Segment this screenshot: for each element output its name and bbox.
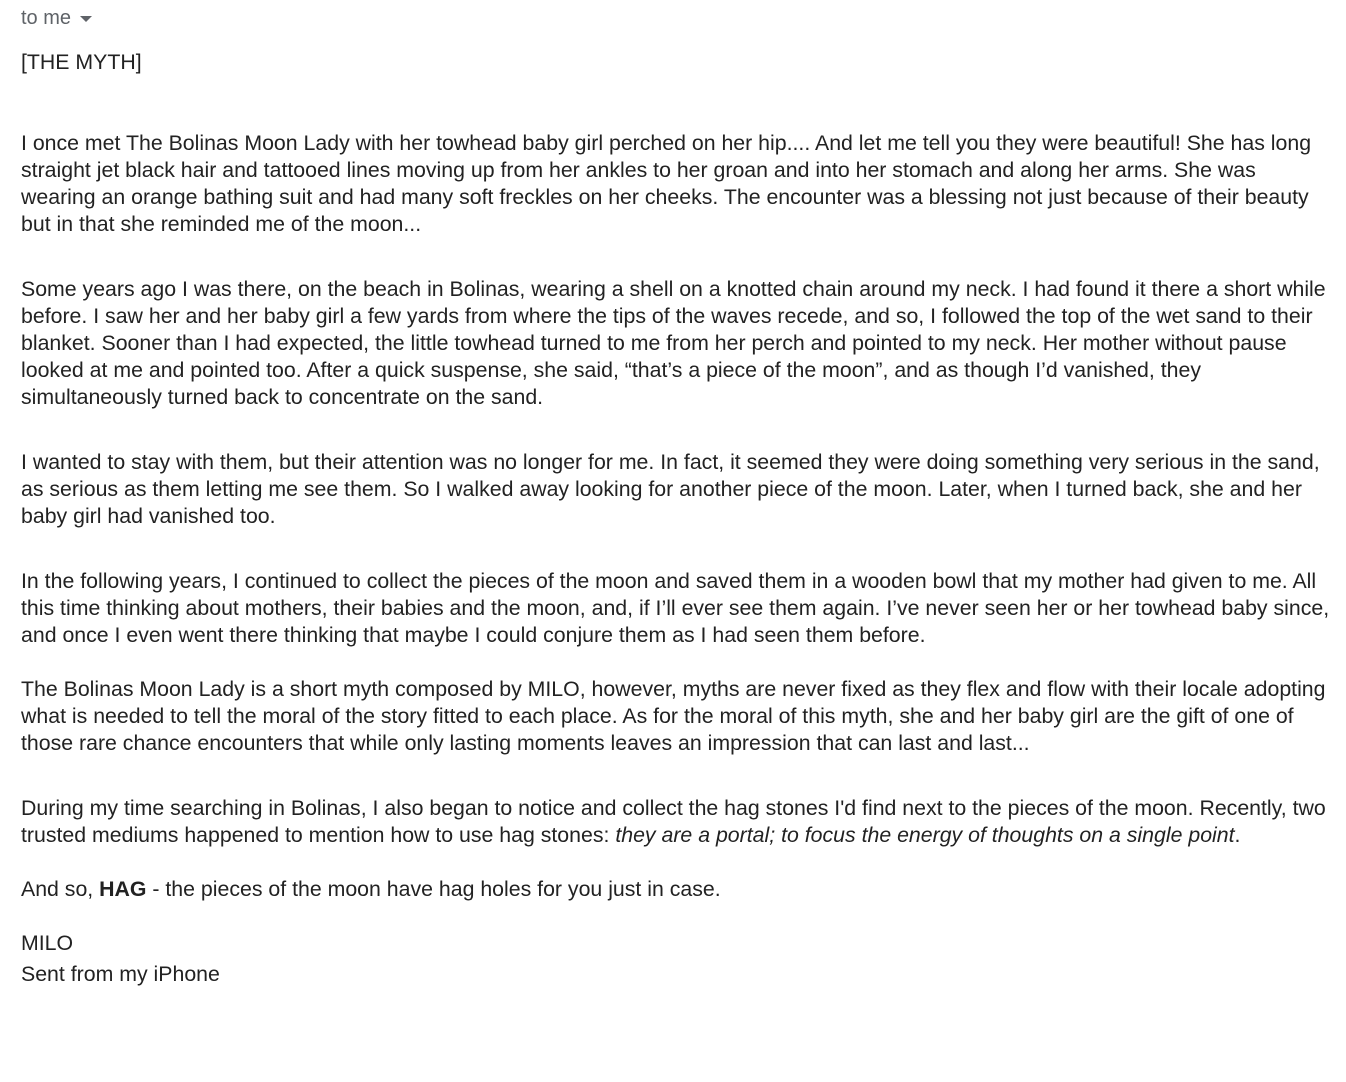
message-body <box>21 49 1331 988</box>
paragraph-3: I wanted to stay with them, but their attention was no longer for me. In fact, it seemed they were doing something very serious in the sand, as serious as them letting me see them. So I walked away looking for another piece of the moon. Later, when I turned back, she and her baby girl had vanished too. <box>21 450 1320 528</box>
paragraph-7 <box>21 876 1331 903</box>
paragraph-7-end: - the pieces of the moon have hag holes for you just in case. <box>146 877 721 901</box>
paragraph-6-italic: they are a portal; to focus the energy of thoughts on a single point <box>615 823 1235 847</box>
paragraph-2: Some years ago I was there, on the beach in Bolinas, wearing a shell on a knotted chain around my neck. I had found it there a short while before. I saw her and her baby girl a few yards from where the tips of the waves recede, and so, I followed the top of the wet sand to their blanket. Sooner than I had expected, the little towhead turned to me from her perch and pointed to my neck. Her mother without pause looked at me and pointed too. After a quick suspense, she said, “that’s a piece of the moon”, and as though I’d vanished, they simultaneously turned back to concentrate on the sand. <box>21 277 1326 409</box>
paragraph-7-bold: HAG <box>99 877 147 901</box>
paragraph-7-start: And so, <box>21 877 100 901</box>
paragraph-5: The Bolinas Moon Lady is a short myth composed by MILO, however, myths are never fixed as they flex and flow with their locale adopting what is needed to tell the moral of the story fitted to each place. As for the moral of this myth, she and her baby girl are the gift of one of those rare chance encounters that while only lasting moments leaves an impression that can last and last... <box>21 677 1326 755</box>
signature-name: MILO <box>21 931 74 955</box>
recipient-label: to me <box>21 6 72 29</box>
paragraph-6-text: During my time searching in Bolinas, I also began to notice and collect the hag stones I'd find next to the pieces of the moon. Recently, two trusted mediums happened to mention how to use hag stones: <box>21 796 1326 847</box>
paragraph-1: I once met The Bolinas Moon Lady with her towhead baby girl perched on her hip.... And let me tell you they were beautiful! She has long straight jet black hair and tattooed lines moving up from her ankles to her groan and into her stomach and along her arms. She was wearing an orange bathing suit and had many soft freckles on her cheeks. The encounter was a blessing not just because of their beauty but in that she reminded me of the moon... <box>21 131 1312 236</box>
message-heading: [THE MYTH] <box>21 50 142 74</box>
paragraph-6-end: . <box>1234 823 1241 847</box>
paragraph-6 <box>21 795 1331 849</box>
recipient-dropdown[interactable] <box>21 5 92 31</box>
chevron-down-icon[interactable] <box>80 16 92 22</box>
signature-sent: Sent from my iPhone <box>21 962 220 986</box>
paragraph-4: In the following years, I continued to collect the pieces of the moon and saved them in a wooden bowl that my mother had given to me. All this time thinking about mothers, their babies and the moon, and, if I’ll ever see them again. I’ve never seen her or her towhead baby since, and once I even went there thinking that maybe I could conjure them as I had seen them before. <box>21 569 1330 647</box>
